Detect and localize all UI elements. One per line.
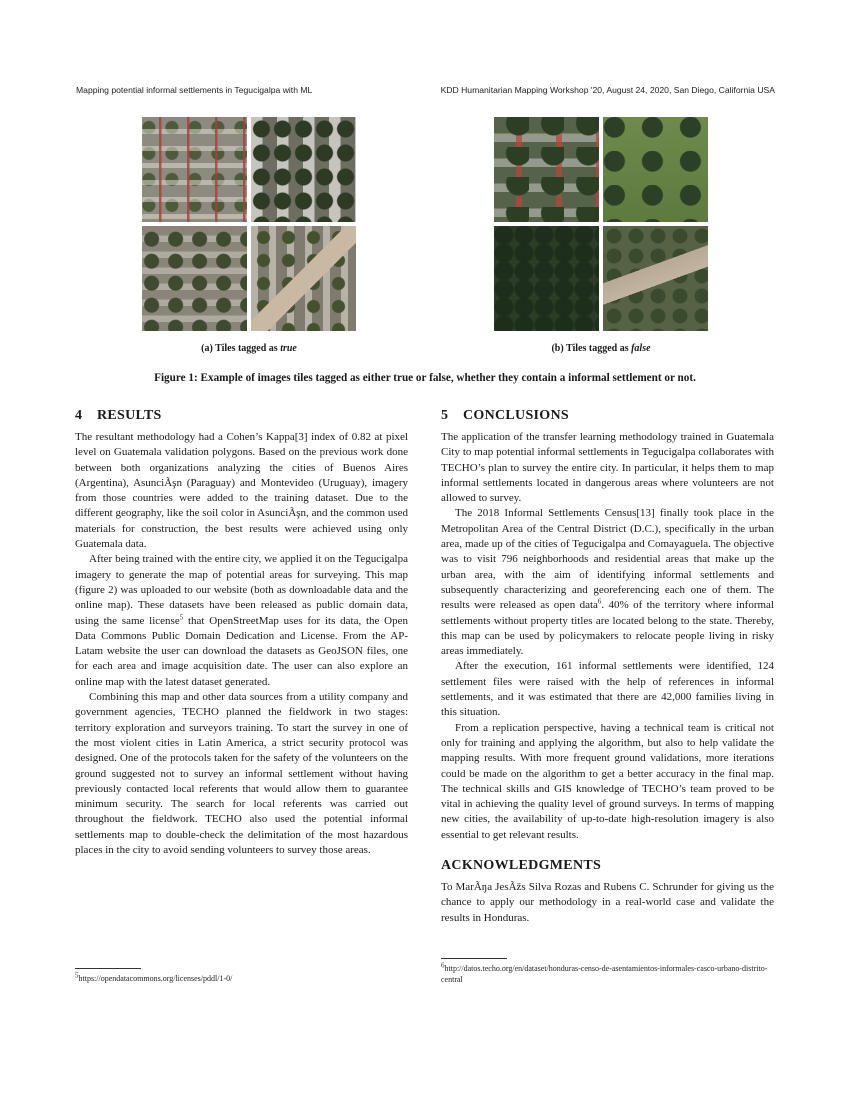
footnote-5 [75,973,408,984]
satellite-tile-false-1 [494,117,599,222]
subcaption-a-prefix: (a) Tiles tagged as [201,343,281,354]
results-p2-text-b: that OpenStreetMap uses for its data, the Open Data Commons Public Domain Dedication and License. From the AP-Latam website the user can download the datasets as GeoJSON files, one for each area and image acquisition date. The user can also explore an online map with the latest dataset generated. [75,614,408,688]
footnote-ref-6: 6 [597,597,602,606]
section-title: CONCLUSIONS [463,408,569,423]
footnote-5-link[interactable]: https://opendatacommons.org/licenses/pddl/1-0/ [78,974,233,983]
section-number: 5 [441,408,449,423]
conclusions-paragraph-3: After the execution, 161 informal settlements were identified, 124 settlement files were raised with the help of references in informal settlements, and it was estimated that there are 42,000 families living in this situation. [441,660,774,719]
figure-1b-tiles [494,117,708,331]
satellite-tile-false-4 [603,226,708,331]
section-heading-conclusions [441,408,774,424]
footnote-6-number: 6 [441,961,445,970]
satellite-tile-true-1 [142,117,247,222]
right-column [441,408,774,926]
running-header-left: Mapping potential informal settlements in Tegucigalpa with ML [76,85,313,95]
results-paragraph-3: Combining this map and other data sources from a utility company and government agencies, TECHO planned the fieldwork in two stages: territory exploration and surveyors training. To start the survey in one of the most violent cities in Latin America, a strict security protocol was designed. One of the protocols taken for the safety of the volunteers on the ground suggested not to survey an informal settlement without having previously contacted local referents that would allow them to guarantee minimum security. The search for local referents was carried out throughout the fieldwork. TECHO also used the potential informal settlements map to double-check the delimitation of the most hazardous places in the city to avoid sending volunteers to survey those areas. [75,691,408,857]
results-paragraph-1: The resultant methodology had a Cohen’s Kappa[3] index of 0.82 at pixel level on Guatemala validation polygons. Based on the previous work done between both organizations analyzing the cities of Buenos Aires (Argentina), AsunciÃşn (Paraguay) and Montevideo (Uruguay), imagery from those countries were added to the training dataset. Due to the different geography, like the soil color in AsunciÃşn, and the common used materials for construction, the best results were achieved using only Guatemala data. [75,431,408,551]
results-p2-text-a: After being trained with the entire city, we applied it on the Tegucigalpa imagery to generate the map of potential areas for surveying. This map (figure 2) was uploaded to our website (both as downloadable data and the online map). These datasets have been released as public domain data, using the same license [75,553,408,627]
section-heading-acknowledgments: ACKNOWLEDGMENTS [441,858,602,874]
conclusions-paragraph-1: The application of the transfer learning methodology trained in Guatemala City to map potential informal settlements in Tegucigalpa collaborates with TECHO’s plan to survey the entire city. In particular, it helps them to map informal settlements located in dangerous areas where volunteers are not allowed to survey. [441,431,774,505]
conclusions-paragraph-4: From a replication perspective, having a technical team is critical not only for training and applying the algorithm, but also to help validate the mapping results. With more frequent ground validations, more iterations could be made on the algorithm to get a better accuracy in the final map. The technical skills and GIS knowledge of TECHO’s team proved to be vital in achieving the quality level of ground surveys. In terms of mapping new cities, the availability of up-to-date high-resolution imagery is also essential to get relevant results. [441,721,774,841]
footnote-rule-right [441,958,507,959]
subcaption-a-value: true [280,343,297,354]
satellite-tile-true-4 [251,226,356,331]
footnote-ref-5: 5 [179,612,184,621]
section-title: RESULTS [97,408,162,423]
satellite-tile-false-3 [494,226,599,331]
conclusions-paragraph-2 [441,506,774,659]
conclusions-p2-text-a: The 2018 Informal Settlements Census[13] finally took place in the Metropolitan Area of the Central District (D.C.), specifically in the urban area, made up of the cities of Tegucigalpa and Comayaguela. The objective was to visit 796 neighborhoods and residential areas that make up the urban area, with the aim of identifying informal settlements and subsequently characterizing and georeferencing each one of them. The results were released as open data [441,507,774,612]
acknowledgments-paragraph: To MarÃŋa JesÃžs Silva Rozas and Rubens C. Schrunder for giving us the chance to apply our methodology in a real-world case and validate the results in Honduras. [441,881,774,924]
subcaption-b-prefix: (b) Tiles tagged as [551,343,632,354]
figure-1a-tiles [142,117,356,331]
footnote-5-number: 5 [75,971,79,980]
footnote-rule-left [75,968,141,969]
subcaption-b-value: false [631,343,651,354]
subcaption-b [494,343,708,354]
conclusions-p2-text-b: . 40% of the territory where informal settlements without property titles are located belong to the state. Thereby, this map can be used by policymakers to relocate people living in risky areas immediately. [441,599,774,658]
left-column [75,408,408,858]
satellite-tile-true-2 [251,117,356,222]
running-header-right: KDD Humanitarian Mapping Workshop '20, August 24, 2020, San Diego, California USA [440,85,775,95]
footnote-6-link[interactable]: http://datos.techo.org/en/dataset/honduras-censo-de-asentamientos-informales-casco-urbano-distrito-central [441,964,768,984]
section-number: 4 [75,408,83,423]
satellite-tile-true-3 [142,226,247,331]
satellite-tile-false-2 [603,117,708,222]
subcaption-a [142,343,356,354]
footnote-6 [441,963,775,985]
figure-caption: Figure 1: Example of images tiles tagged as either true or false, whether they contain a informal settlement or not. [154,372,696,384]
results-paragraph-2 [75,552,408,690]
section-heading-results [75,408,408,424]
